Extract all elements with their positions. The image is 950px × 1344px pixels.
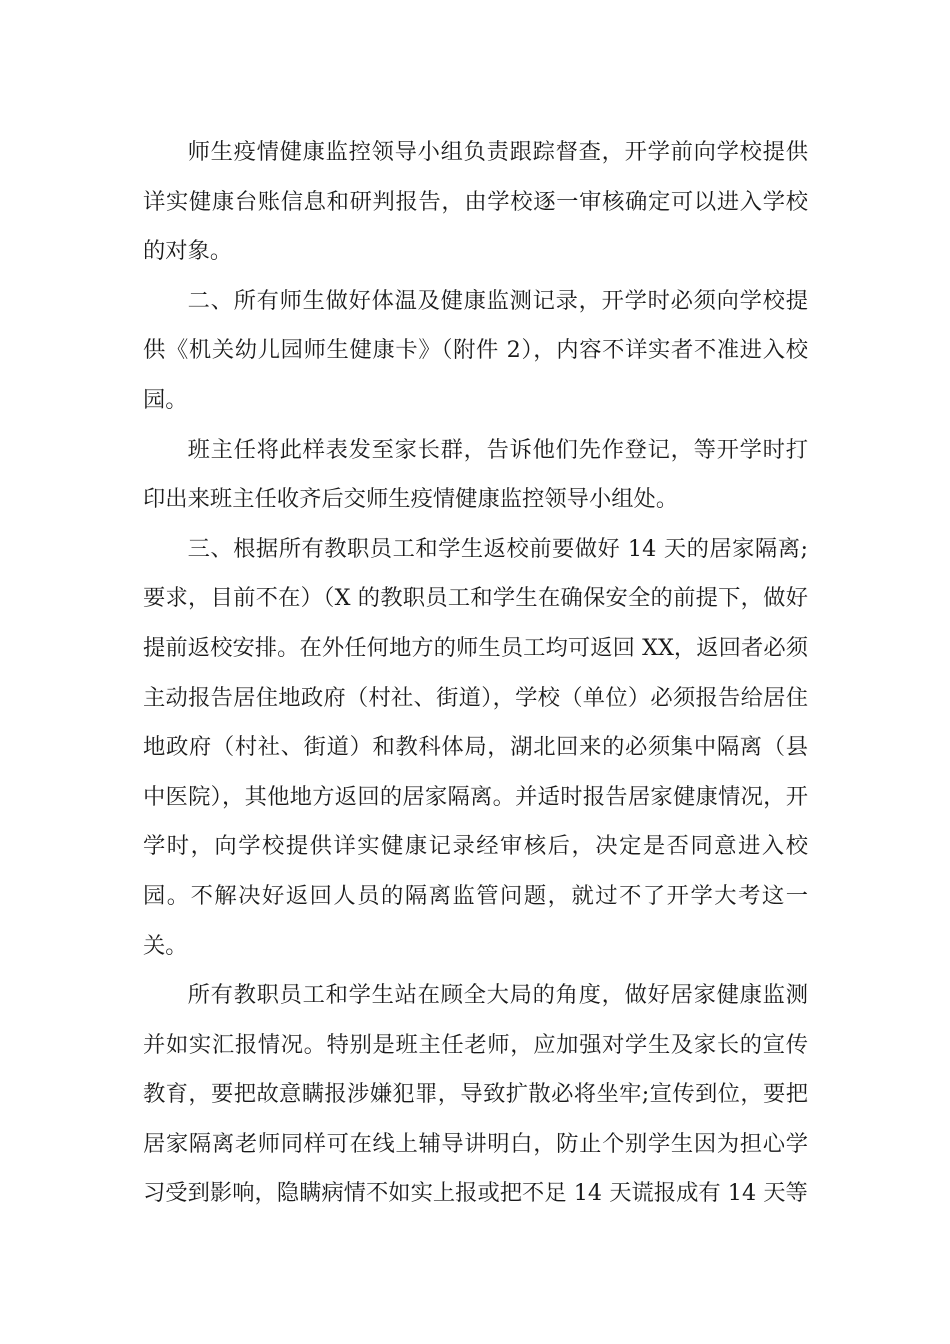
document-body (143, 128, 808, 1219)
paragraph-class-teacher: 班主任将此样表发至家长群，告诉他们先作登记，等开学时打印出来班主任收齐后交师生疫情健康监控领导小组处。 (143, 436, 808, 513)
paragraph-monitoring-team: 师生疫情健康监控领导小组负责跟踪督查，开学前向学校提供详实健康台账信息和研判报告，由学校逐一审核确定可以进入学校的对象。 (143, 139, 808, 265)
paragraph-reporting: 所有教职员工和学生站在顾全大局的角度，做好居家健康监测并如实汇报情况。特别是班主任老师，应加强对学生及家长的宣传教育，要把故意瞒报涉嫌犯罪，导致扩散必将坐牢;宣传到位，要把居家隔离老师同样可在线上辅导讲明白，防止个别学生因为担心学习受到影响，隐瞒病情不如实上报或把不足 14 天谎报成有 14 天等 (143, 982, 808, 1207)
paragraph-health-record: 二、所有师生做好体温及健康监测记录，开学时必须向学校提供《机关幼儿园师生健康卡》（附件 2），内容不详实者不准进入校园。 (143, 287, 808, 413)
paragraph-home-isolation: 三、根据所有教职员工和学生返校前要做好 14 天的居家隔离;要求，目前不在）（X 的教职员工和学生在确保安全的前提下，做好提前返校安排。在外任何地方的师生员工均可返回 XX，返回者必须主动报告居住地政府（村社、街道），学校（单位）必须报告给居住地政府（村社、街道）和教科体局，湖北回来的必须集中隔离（县中医院），其他地方返回的居家隔离。并适时报告居家健康情况，开学时，向学校提供详实健康记录经审核后，决定是否同意进入校园。不解决好返回人员的隔离监管问题，就过不了开学大考这一关。 (143, 535, 808, 959)
